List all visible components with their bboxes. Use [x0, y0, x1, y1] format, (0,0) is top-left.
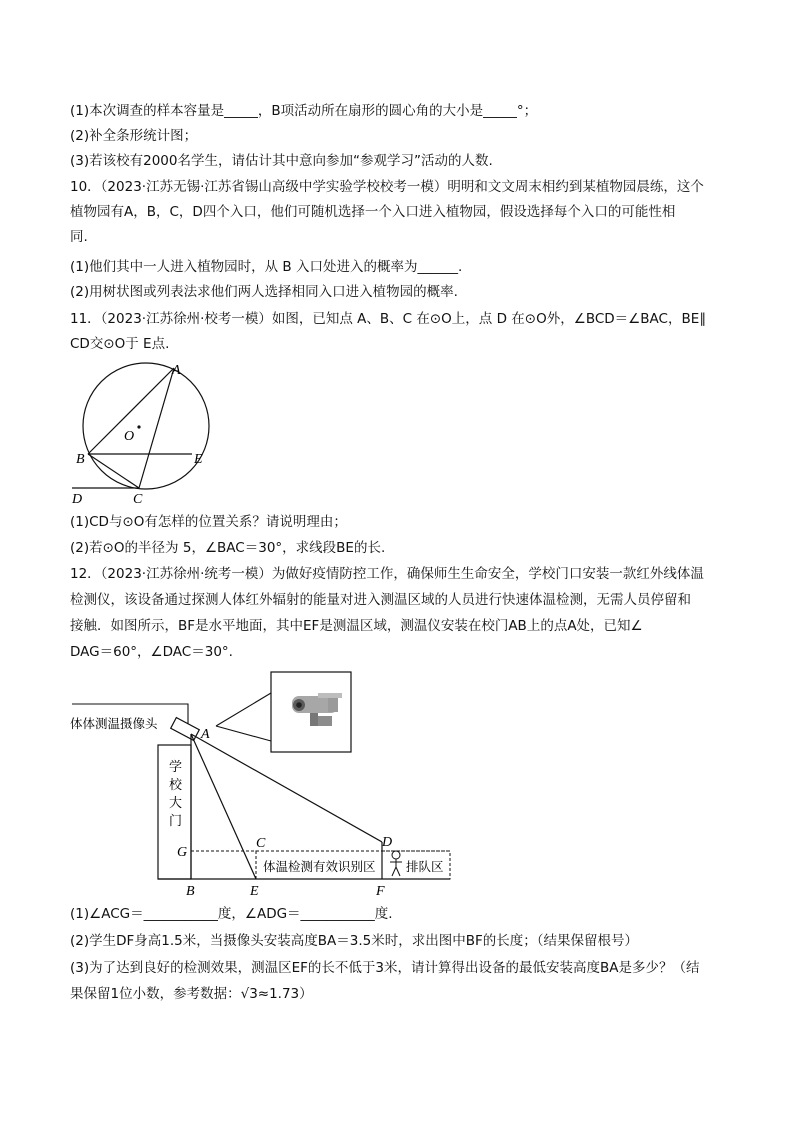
- callout-line-1: [216, 693, 271, 726]
- circle-figure: [68, 360, 228, 506]
- q12-stem-3: 接触．如图所示，BF是水平地面，其中EF是测温区域，测温仪安装在校门AB上的点A处，已知∠: [70, 618, 643, 634]
- q12-part-1: (1)∠ACG＝___________度，∠ADG＝___________度.: [70, 906, 393, 922]
- line-ae: [191, 734, 256, 879]
- gate-char-3: 大: [169, 795, 183, 810]
- q11-stem-2: CD交⊙O于 E点.: [70, 336, 170, 352]
- q12-part-3b: 果保留1位小数，参考数据：√3≈1.73）: [70, 986, 313, 1002]
- q11-part-1: (1)CD与⊙O有怎样的位置关系？请说明理由；: [70, 514, 347, 530]
- q9-part-3: (3)若该校有2000名学生，请估计其中意向参加“参观学习”活动的人数.: [70, 153, 493, 169]
- camera-label: 体体测温摄像头: [70, 717, 158, 731]
- gate-figure: [66, 666, 466, 898]
- label-e: E: [194, 452, 203, 467]
- label-c: C: [133, 492, 143, 506]
- q9-part-2: (2)补全条形统计图；: [70, 128, 198, 144]
- queue-label: 排队区: [406, 860, 444, 874]
- q10-stem-3: 同.: [70, 229, 88, 245]
- label-d: D: [382, 835, 393, 850]
- gate-char-1: 学: [169, 759, 183, 774]
- q12-stem-4: DAG＝60°，∠DAC＝30°.: [70, 644, 233, 660]
- q12-stem-2: 检测仪，该设备通过探测人体红外辐射的能量对进入测温区域的人员进行快速体温检测，无需人员停留和: [70, 592, 691, 608]
- label-a: A: [201, 727, 210, 742]
- label-b: B: [186, 884, 195, 898]
- label-a: A: [172, 363, 181, 378]
- q10-stem-2: 植物园有A，B，C，D四个入口，他们可随机选择一个入口进入植物园，假设选择每个入口的可能性相: [70, 204, 676, 220]
- callout-line-2: [216, 726, 271, 741]
- label-g: G: [177, 845, 188, 860]
- q10-part-1: (1)他们其中一人进入植物园时，从 B 入口处进入的概率为______.: [70, 259, 463, 275]
- q12-stem-1: 12．（2023·江苏徐州·统考一模）为做好疫情防控工作，确保师生生命安全，学校门口安装一款红外线体温: [70, 566, 704, 582]
- q10-stem-1: 10．（2023·江苏无锡·江苏省锡山高级中学实验学校校考一模）明明和文文周末相约到某植物园晨练，这个: [70, 179, 704, 195]
- label-o: O: [124, 429, 135, 444]
- q11-stem-1: 11．（2023·江苏徐州·校考一模）如图，已知点 A、B、C 在⊙O上，点 D 在⊙O外，∠BCD＝∠BAC，BE∥: [70, 311, 707, 327]
- q12-part-3a: (3)为了达到良好的检测效果，测温区EF的长不低于3米，请计算得出设备的最低安装高度BA是多少？（结: [70, 960, 700, 976]
- zone-label: 体温检测有效识别区: [263, 860, 376, 874]
- gate-char-4: 门: [169, 813, 183, 828]
- camera-box: [171, 718, 200, 741]
- gate-char-2: 校: [169, 777, 183, 792]
- q9-part-1: (1)本次调查的样本容量是_____，B项活动所在扇形的圆心角的大小是_____°；: [70, 103, 538, 119]
- center-dot: [137, 425, 140, 428]
- q10-part-2: (2)用树状图或列表法求他们两人选择相同入口进入植物园的概率.: [70, 284, 458, 300]
- circle-o: [83, 363, 209, 489]
- person-icon: [390, 851, 402, 876]
- label-b: B: [76, 452, 85, 467]
- label-c: C: [256, 836, 266, 851]
- label-f: F: [376, 884, 385, 898]
- q11-part-2: (2)若⊙O的半径为 5，∠BAC＝30°，求线段BE的长.: [70, 540, 386, 556]
- label-e: E: [250, 884, 259, 898]
- label-d: D: [72, 492, 83, 506]
- chord-bc: [88, 454, 139, 488]
- q12-part-2: (2)学生DF身高1.5米，当摄像头安装高度BA＝3.5米时，求出图中BF的长度；（结果保留根号）: [70, 933, 638, 949]
